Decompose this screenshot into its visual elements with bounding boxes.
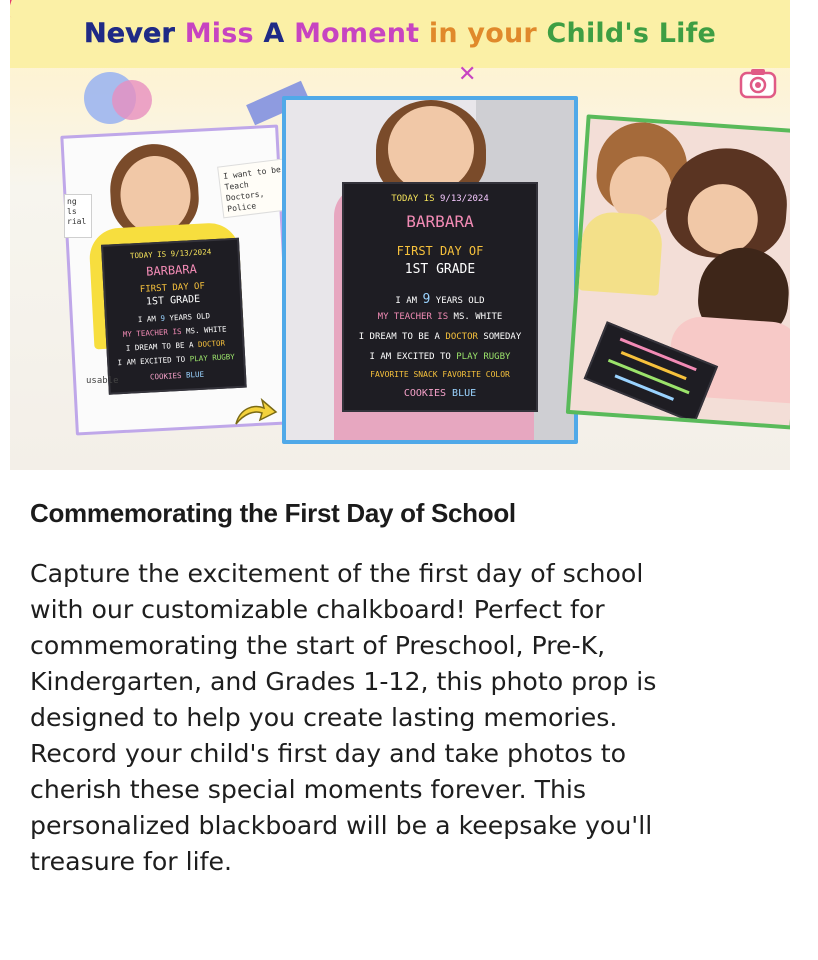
chalk-line <box>621 351 687 380</box>
board-text: FIRST DAY OF <box>396 244 484 258</box>
board-text: FAVORITE COLOR <box>442 370 510 379</box>
board-text: TODAY IS <box>391 194 435 204</box>
board-text: MS. WHITE <box>185 324 227 336</box>
board-text: MY TEACHER IS <box>377 312 449 322</box>
board-text: I DREAM TO BE A <box>125 340 194 353</box>
board-name: BARBARA <box>406 212 474 231</box>
board-text: BLUE <box>185 369 205 380</box>
title-word: Child's Life <box>546 18 717 49</box>
board-text: YEARS OLD <box>169 311 211 323</box>
reusable-label: usable <box>86 376 119 386</box>
sticky-note-line: I want to be Teach <box>222 165 282 192</box>
board-text: MS. WHITE <box>453 312 503 322</box>
title-word: A <box>263 18 285 49</box>
photo-center <box>282 96 578 444</box>
board-text: MY TEACHER IS <box>122 326 182 339</box>
board-text: DOCTOR <box>445 332 478 342</box>
chalkboard-large <box>342 182 538 412</box>
title-word: Moment <box>294 18 420 49</box>
board-text: TODAY IS <box>129 249 167 261</box>
board-text: BLUE <box>452 388 477 399</box>
side-note-line: ls <box>67 207 77 216</box>
banner-title <box>10 18 790 49</box>
title-word: Never <box>83 18 176 49</box>
sticky-note-line: Doctors, Police <box>225 189 265 214</box>
board-text: 1ST GRADE <box>404 262 476 277</box>
board-text: I AM EXCITED TO <box>369 352 451 362</box>
board-text: SOMEDAY <box>483 332 522 342</box>
board-text: 9 <box>422 292 431 307</box>
child-shirt <box>578 210 663 295</box>
board-name: BARBARA <box>145 261 198 279</box>
board-text: COOKIES <box>149 370 182 382</box>
title-word: in <box>428 18 458 49</box>
section-heading: Commemorating the First Day of School <box>30 498 516 528</box>
board-text: 1ST GRADE <box>145 293 201 308</box>
board-text: COOKIES <box>403 388 447 399</box>
description-line: personalized blackboard will be a keepsake you'll <box>30 811 653 840</box>
side-note <box>64 194 92 238</box>
board-text: 9 <box>160 313 166 323</box>
description-line: Capture the excitement of the first day of school <box>30 559 644 588</box>
child-face <box>388 106 474 192</box>
product-banner-image <box>10 0 790 470</box>
description-line: with our customizable chalkboard! Perfect for <box>30 595 605 624</box>
board-text: YEARS OLD <box>435 296 485 306</box>
board-text: 9/13/2024 <box>440 194 489 204</box>
description-line: Record your child's first day and take photos to <box>30 739 627 768</box>
board-text: PLAY RUGBY <box>189 352 236 364</box>
description-line: designed to help you create lasting memories. <box>30 703 618 732</box>
description-line: commemorating the start of Preschool, Pre-K, <box>30 631 606 660</box>
board-text: FIRST DAY OF <box>139 281 206 295</box>
board-text: PLAY RUGBY <box>456 352 511 362</box>
chalk-line <box>614 374 674 401</box>
arrow-icon <box>232 396 278 430</box>
sparkle-icon: ✕ <box>458 62 477 87</box>
chalkboard-small <box>101 238 247 395</box>
section-description <box>30 556 800 880</box>
description-line: Kindergarten, and Grades 1-12, this photo prop is <box>30 667 657 696</box>
board-text: I AM <box>395 296 418 306</box>
description-line: cherish these special moments forever. This <box>30 775 587 804</box>
side-note-line: rial <box>67 217 87 226</box>
board-text: I AM EXCITED TO <box>117 354 186 368</box>
board-text: DOCTOR <box>197 338 226 349</box>
board-text: FAVORITE SNACK <box>370 370 438 379</box>
title-word: your <box>467 18 537 49</box>
side-note-line: ng <box>67 197 77 206</box>
camera-icon <box>738 66 778 100</box>
description-line: treasure for life. <box>30 847 233 876</box>
photo-right <box>566 114 790 429</box>
board-text: I AM <box>137 314 157 325</box>
board-text: I DREAM TO BE A <box>358 332 440 342</box>
title-word: Miss <box>184 18 254 49</box>
board-text: 9/13/2024 <box>170 247 212 259</box>
